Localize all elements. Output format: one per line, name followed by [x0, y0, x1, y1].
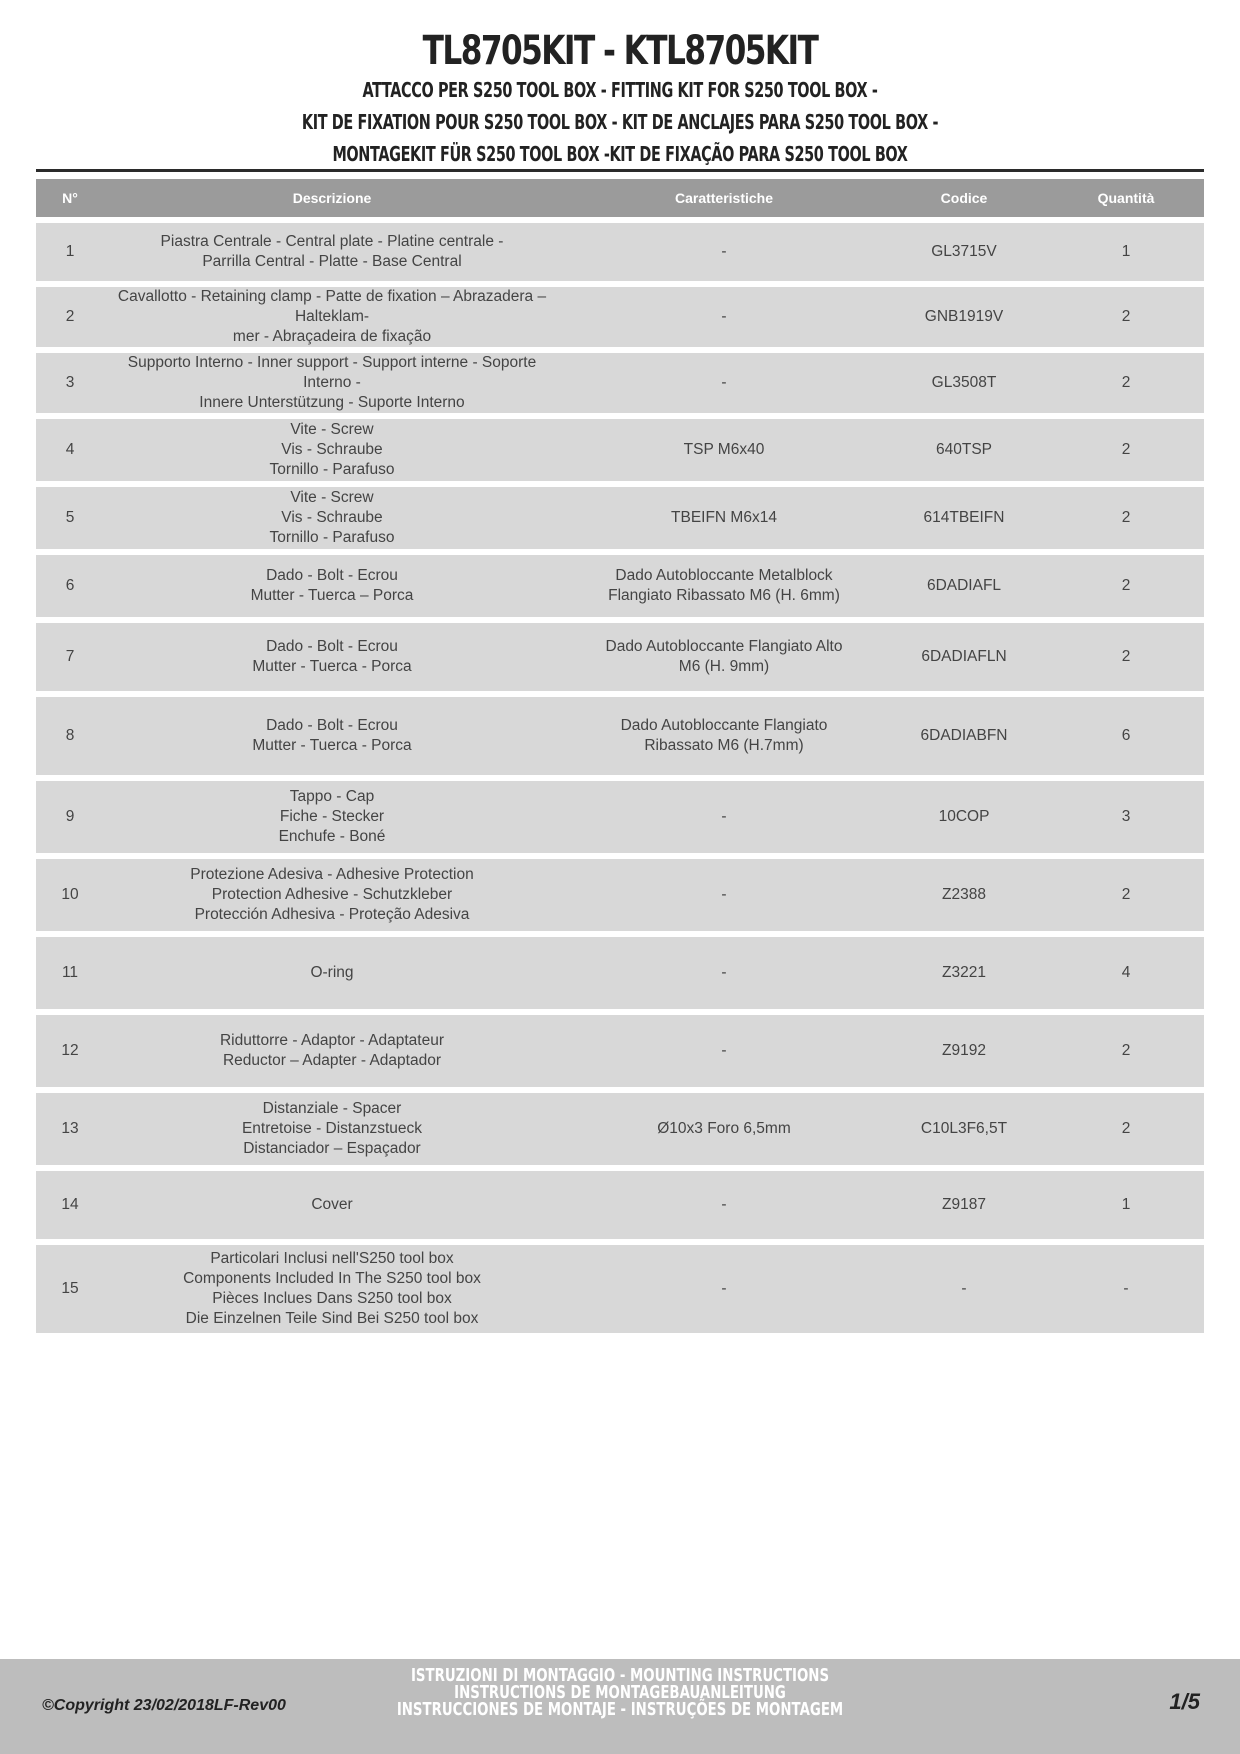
cell-number: 13 [61, 1120, 79, 1137]
cell-code: Z2388 [942, 886, 986, 903]
document-header [0, 28, 1240, 170]
header-code: Codice [940, 190, 988, 206]
cell-number: 4 [65, 441, 75, 458]
parts-table [36, 179, 1204, 1333]
cell-characteristics: - [721, 308, 727, 325]
cell-code: Z9192 [942, 1042, 986, 1059]
table-row [36, 781, 1204, 853]
header-quantity: Quantità [1097, 190, 1155, 206]
cell-code: Z9187 [942, 1196, 986, 1213]
cell-characteristics: Dado Autobloccante Metalblock Flangiato Ribassato M6 (H. 6mm) [608, 567, 840, 604]
cell-number: 3 [65, 374, 75, 391]
cell-code: GNB1919V [924, 308, 1004, 325]
cell-quantity: - [1123, 1280, 1129, 1297]
header-number: N° [62, 190, 78, 206]
cell-quantity: 2 [1121, 1042, 1131, 1059]
cell-code: - [961, 1280, 967, 1297]
footer-instructions-line-1: ISTRUZIONI DI MONTAGGIO - MOUNTING INSTRUCTIONS [410, 1665, 830, 1686]
cell-characteristics: - [721, 243, 727, 260]
footer-instructions-line-3: INSTRUCCIONES DE MONTAJE - INSTRUÇÕES DE MONTAGEM [396, 1699, 844, 1720]
cell-quantity: 2 [1121, 1120, 1131, 1137]
cell-code: 6DADIAFLN [921, 648, 1007, 665]
cell-characteristics: - [721, 886, 727, 903]
table-row [36, 1245, 1204, 1333]
cell-description: Dado - Bolt - Ecrou Mutter - Tuerca – Porca [250, 567, 414, 604]
cell-quantity: 2 [1121, 886, 1131, 903]
cell-description: Tappo - Cap Fiche - Stecker Enchufe - Boné [278, 788, 386, 845]
table-row [36, 1171, 1204, 1239]
cell-quantity: 2 [1121, 648, 1131, 665]
table-row [36, 1093, 1204, 1165]
cell-description: O-ring [310, 964, 354, 981]
cell-quantity: 2 [1121, 441, 1131, 458]
table-row [36, 623, 1204, 691]
cell-description: Cavallotto - Retaining clamp - Patte de fixation – Abrazadera – Halteklam- mer - Abraçadeira de fixação [117, 288, 547, 345]
table-row [36, 223, 1204, 281]
table-body [36, 217, 1204, 1333]
cell-description: Particolari Inclusi nell'S250 tool box Components Included In The S250 tool box Pièces Inclues Dans S250 tool box Die Einzelnen Teile Sind Bei S250 tool box [183, 1250, 481, 1327]
table-row [36, 287, 1204, 347]
cell-code: 6DADIAFL [926, 577, 1002, 594]
copyright-text: ©Copyright 23/02/2018LF-Rev00 [42, 1697, 286, 1714]
header-characteristics: Caratteristiche [674, 190, 774, 206]
cell-description: Vite - Screw Vis - Schraube Tornillo - Parafuso [269, 489, 395, 546]
table-row [36, 1015, 1204, 1087]
cell-number: 11 [61, 964, 79, 981]
cell-characteristics: - [721, 1196, 727, 1213]
document-subtitle-line-3: MONTAGEKIT FÜR S250 TOOL BOX -KIT DE FIXAÇÃO PARA S250 TOOL BOX [332, 142, 908, 166]
cell-number: 1 [65, 243, 75, 260]
cell-code: 6DADIABFN [920, 727, 1008, 744]
cell-characteristics: - [721, 1042, 727, 1059]
cell-characteristics: Dado Autobloccante Flangiato Alto M6 (H. 9mm) [605, 638, 843, 675]
cell-characteristics: TBEIFN M6x14 [671, 509, 777, 526]
cell-number: 8 [65, 727, 75, 744]
cell-number: 6 [65, 577, 75, 594]
footer-instructions [161, 1667, 1079, 1718]
cell-number: 5 [65, 509, 75, 526]
cell-number: 10 [61, 886, 79, 903]
document-subtitle-line-2: KIT DE FIXATION POUR S250 TOOL BOX - KIT DE ANCLAJES PARA S250 TOOL BOX - [301, 110, 939, 134]
table-row [36, 487, 1204, 549]
cell-quantity: 1 [1121, 1196, 1131, 1213]
cell-quantity: 6 [1121, 727, 1131, 744]
cell-characteristics: TSP M6x40 [683, 441, 765, 458]
cell-quantity: 1 [1121, 243, 1131, 260]
cell-quantity: 2 [1121, 308, 1131, 325]
cell-code: GL3508T [931, 374, 997, 391]
cell-code: 640TSP [935, 441, 992, 458]
cell-characteristics: Ø10x3 Foro 6,5mm [657, 1120, 791, 1137]
cell-description: Dado - Bolt - Ecrou Mutter - Tuerca - Porca [252, 717, 412, 754]
cell-quantity: 2 [1121, 577, 1131, 594]
cell-characteristics: Dado Autobloccante Flangiato Ribassato M6 (H.7mm) [620, 717, 828, 754]
cell-characteristics: - [721, 964, 727, 981]
table-row [36, 353, 1204, 413]
table-row [36, 555, 1204, 617]
cell-description: Dado - Bolt - Ecrou Mutter - Tuerca - Porca [252, 638, 412, 675]
cell-code: 10COP [938, 808, 990, 825]
cell-characteristics: - [721, 1280, 727, 1297]
cell-description: Vite - Screw Vis - Schraube Tornillo - Parafuso [269, 421, 395, 478]
cell-code: C10L3F6,5T [920, 1120, 1008, 1137]
cell-description: Distanziale - Spacer Entretoise - Distanzstueck Distanciador – Espaçador [241, 1100, 423, 1157]
cell-number: 2 [65, 308, 75, 325]
cell-description: Piastra Centrale - Central plate - Platine centrale - Parrilla Central - Platte - Base Central [160, 233, 504, 270]
cell-number: 9 [65, 808, 75, 825]
cell-description: Cover [311, 1196, 353, 1213]
header-divider [36, 169, 1204, 172]
cell-description: Riduttorre - Adaptor - Adaptateur Reductor – Adapter - Adaptador [219, 1032, 445, 1069]
cell-number: 7 [65, 648, 75, 665]
cell-quantity: 4 [1121, 964, 1131, 981]
table-header-row [36, 179, 1204, 217]
document-title: TL8705KIT - KTL8705KIT [422, 28, 818, 74]
cell-quantity: 2 [1121, 509, 1131, 526]
header-description: Descrizione [292, 190, 372, 206]
table-row [36, 697, 1204, 775]
cell-number: 12 [61, 1042, 79, 1059]
cell-characteristics: - [721, 808, 727, 825]
cell-number: 15 [61, 1280, 79, 1297]
cell-quantity: 3 [1121, 808, 1131, 825]
cell-characteristics: - [721, 374, 727, 391]
cell-description: Supporto Interno - Inner support - Support interne - Soporte Interno - Innere Unterstützung - Suporte Interno [127, 354, 537, 411]
cell-number: 14 [61, 1196, 79, 1213]
page-footer [0, 1659, 1240, 1754]
cell-code: GL3715V [931, 243, 997, 260]
document-subtitle-line-1: ATTACCO PER S250 TOOL BOX - FITTING KIT FOR S250 TOOL BOX - [362, 78, 878, 102]
table-row [36, 859, 1204, 931]
cell-description: Protezione Adesiva - Adhesive Protection Protection Adhesive - Schutzkleber Protección Adhesiva - Proteção Adesiva [190, 866, 474, 923]
table-row [36, 419, 1204, 481]
footer-instructions-line-2: INSTRUCTIONS DE MONTAGEBAUANLEITUNG [454, 1682, 786, 1703]
cell-quantity: 2 [1121, 374, 1131, 391]
cell-code: 614TBEIFN [923, 509, 1005, 526]
cell-code: Z3221 [942, 964, 986, 981]
page-number: 1/5 [1169, 1689, 1200, 1714]
table-row [36, 937, 1204, 1009]
